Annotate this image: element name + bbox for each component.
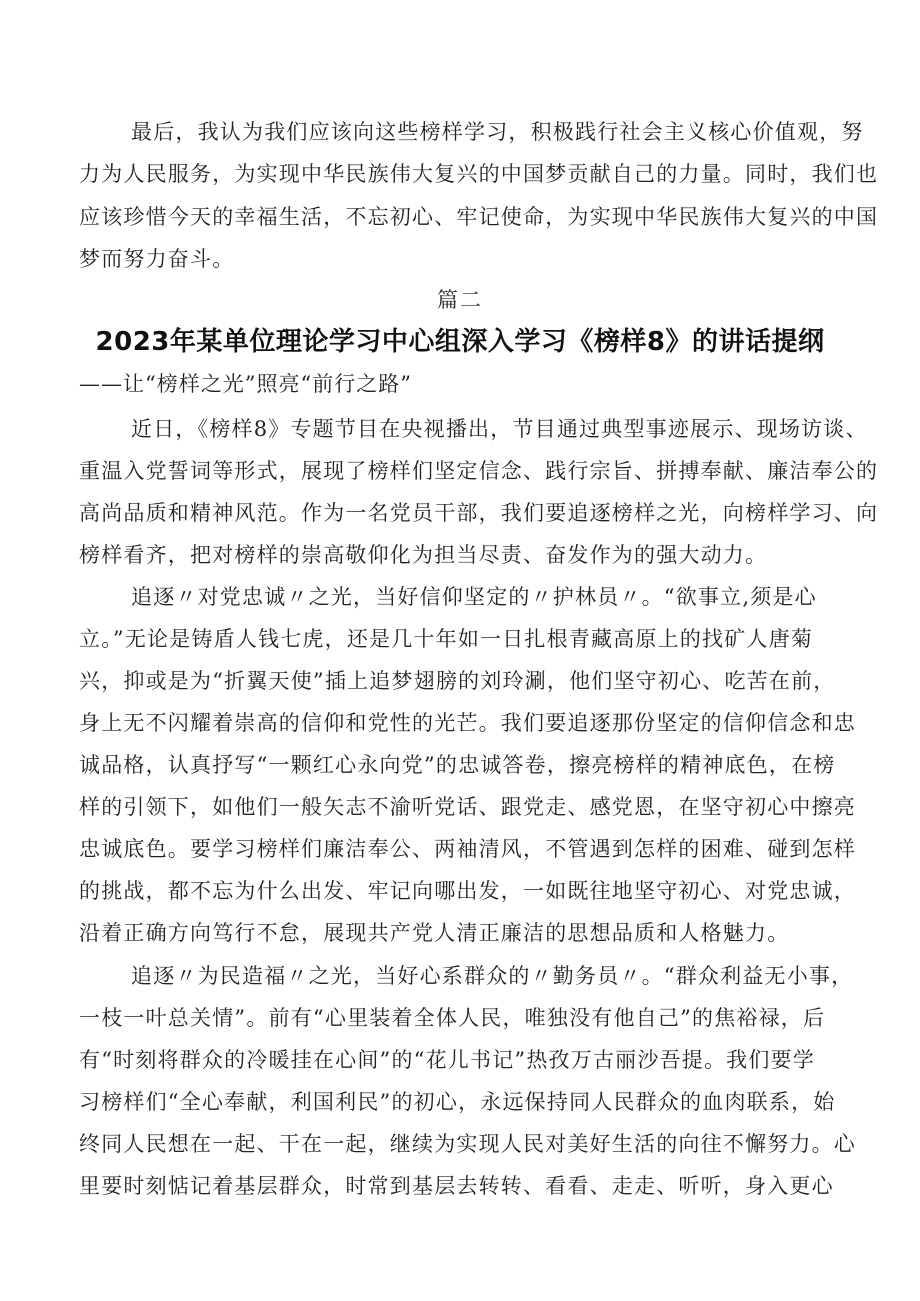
section-label: 篇二 bbox=[437, 288, 483, 312]
paragraph-line: 诚品格，认真抒写“一颗红心永向党”的忠诚答卷，擦亮榜样的精神底色，在榜 bbox=[79, 753, 836, 777]
paragraph-line: 忠诚底色。要学习榜样们廉洁奉公、两袖清风，不管遇到怎样的困难、碰到怎样 bbox=[79, 837, 856, 861]
paragraph-line: 终同人民想在一起、干在一起，继续为实现人民对美好生活的向往不懈努力。心 bbox=[79, 1132, 856, 1156]
paragraph-line: 里要时刻惦记着基层群众，时常到基层去转转、看看、走走、听听，身入更心 bbox=[79, 1174, 834, 1198]
document-subtitle: ——让“榜样之光”照亮“前行之路” bbox=[79, 372, 412, 396]
paragraph-line: 重温入党誓词等形式，展现了榜样们坚定信念、践行宗旨、拼搏奉献、廉洁奉公的 bbox=[79, 459, 879, 483]
intro-line: 最后，我认为我们应该向这些榜样学习，积极践行社会主义核心价值观，努 bbox=[131, 120, 864, 144]
paragraph-line: 追逐〃为民造福〃之光，当好心系群众的〃勤务员〃。“群众利益无小事， bbox=[131, 964, 854, 988]
paragraph-line: 近日，《榜样8》专题节目在央视播出，节目通过典型事迹展示、现场访谈、 bbox=[131, 417, 868, 441]
document-title: 2023年某单位理论学习中心组深入学习《榜样8》的讲话提纲 bbox=[95, 327, 825, 357]
paragraph-line: 沿着正确方向笃行不怠，展现共产党人清正廉洁的思想品质和人格魅力。 bbox=[79, 921, 790, 945]
paragraph-line: 样的引领下，如他们一般矢志不渝听党话、跟党走、感党恩，在坚守初心中擦亮 bbox=[79, 795, 856, 819]
paragraph-line: 兴，抑或是为“折翼天使”插上追梦翅膀的刘玲涮，他们坚守初心、吃苦在前， bbox=[79, 669, 836, 693]
paragraph-line: 榜样看齐，把对榜样的崇高敬仰化为担当尽责、奋发作为的强大动力。 bbox=[79, 543, 768, 567]
paragraph-line: 立。”无论是铸盾人钱七虎，还是几十年如一日扎根青藏高原上的找矿人唐菊 bbox=[79, 627, 814, 651]
intro-line: 力为人民服务，为实现中华民族伟大复兴的中国梦贡献自己的力量。同时，我们也 bbox=[79, 162, 879, 186]
paragraph-line: 的挑战，都不忘为什么出发、牢记向哪出发，一如既往地坚守初心、对党忠诚， bbox=[79, 879, 856, 903]
paragraph-line: 一枝一叶总关情”。前有“心里装着全体人民，唯独没有他自己”的焦裕禄，后 bbox=[79, 1006, 826, 1030]
paragraph-line: 身上无不闪耀着崇高的信仰和党性的光芒。我们要追逐那份坚定的信仰信念和忠 bbox=[79, 711, 856, 735]
intro-line: 梦而努力奋斗。 bbox=[79, 247, 235, 271]
paragraph-line: 有“时刻将群众的冷暖挂在心间”的“花儿书记”热孜万古丽沙吾提。我们要学 bbox=[79, 1048, 815, 1072]
paragraph-line: 习榜样们“全心奉献，利国利民”的初心，永远保持同人民群众的血肉联系，始 bbox=[79, 1090, 836, 1114]
paragraph-line: 追逐〃对党忠诚〃之光，当好信仰坚定的〃护林员〃。“欲事立,须是心 bbox=[131, 585, 817, 609]
intro-line: 应该珍惜今天的幸福生活，不忘初心、牢记使命，为实现中华民族伟大复兴的中国 bbox=[79, 205, 879, 229]
paragraph-line: 高尚品质和精神风范。作为一名党员干部，我们要追逐榜样之光，向榜样学习、向 bbox=[79, 501, 879, 525]
